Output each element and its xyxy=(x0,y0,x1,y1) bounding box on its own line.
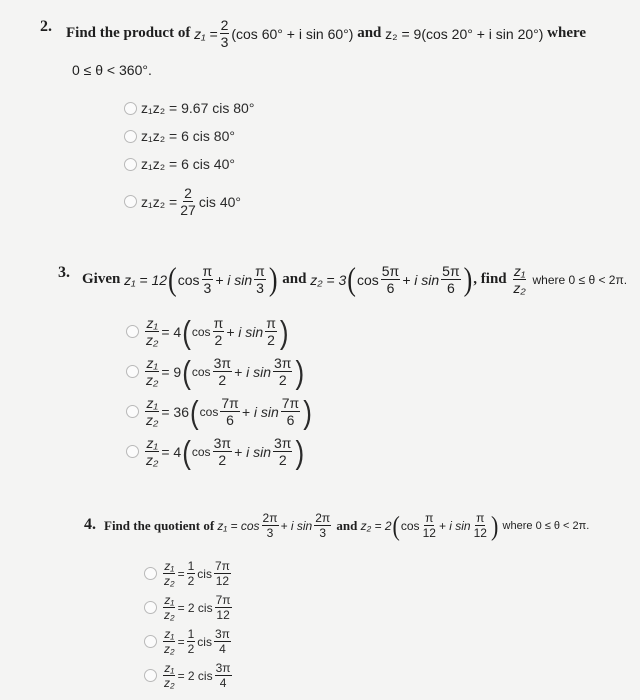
option-b[interactable]: $\frac{\text{z₁}}{\text{z₂}}$ = 9 ( cos $\frac{3\pi}{2}$ + i sin $\frac{3\pi}{2}$ ) xyxy=(126,356,305,387)
option-d[interactable]: z₁z₂ = $\frac{2}{27}$ cis 40° xyxy=(124,186,241,217)
question-number: 4. xyxy=(84,516,96,533)
condition: 0 ≤ θ < 360°. xyxy=(72,62,152,78)
radio-button[interactable] xyxy=(124,102,137,115)
option-a[interactable]: $\frac{\text{z₁}}{\text{z₂}}$ = 4 ( cos $\frac{\pi}{2}$ + i sin $\frac{\pi}{2}$ ) xyxy=(126,316,290,347)
option-a[interactable]: z₁z₂ = 9.67 cis 80° xyxy=(124,100,254,116)
option-c[interactable]: $\frac{\text{z₁}}{\text{z₂}}$ = $\frac{1}{2}$ cis $\frac{3\pi}{4}$ xyxy=(144,628,233,655)
question-stem: Given z₁ = 12 ( cos $\frac{\pi}{3}$ + i sin $\frac{\pi}{3}$ ) and z₂ = 3 ( cos $\frac{5\pi}{6}$ + i sin $\frac{5\pi}{6}$ ) , find $\frac{\text{z₁}}{\text{z₂}}$ where 0 ≤ θ < 2π. xyxy=(82,260,628,297)
option-b[interactable]: z₁z₂ = 6 cis 80° xyxy=(124,128,235,144)
radio-button[interactable] xyxy=(144,601,157,614)
radio-button[interactable] xyxy=(124,158,137,171)
option-d[interactable]: $\frac{\text{z₁}}{\text{z₂}}$ = 2 cis $\frac{3\pi}{4}$ xyxy=(144,662,234,689)
radio-button[interactable] xyxy=(124,130,137,143)
radio-button[interactable] xyxy=(126,325,139,338)
option-d[interactable]: $\frac{\text{z₁}}{\text{z₂}}$ = 4 ( cos $\frac{3\pi}{2}$ + i sin $\frac{3\pi}{2}$ ) xyxy=(126,436,305,467)
radio-button[interactable] xyxy=(126,445,139,458)
question-number: 2. xyxy=(40,18,52,35)
question-stem: Find the quotient of z₁ = cos $\frac{2\pi}{3}$ + i sin $\frac{2\pi}{3}$ and z₂ = 2 ( cos $\frac{\pi}{12}$ + i sin $\frac{\pi}{12}$ ) where 0 ≤ θ < 2π. xyxy=(104,509,590,541)
radio-button[interactable] xyxy=(144,669,157,682)
radio-button[interactable] xyxy=(144,635,157,648)
option-a[interactable]: $\frac{\text{z₁}}{\text{z₂}}$ = $\frac{1}{2}$ cis $\frac{7\pi}{12}$ xyxy=(144,560,233,587)
option-b[interactable]: $\frac{\text{z₁}}{\text{z₂}}$ = 2 cis $\frac{7\pi}{12}$ xyxy=(144,594,234,621)
radio-button[interactable] xyxy=(124,195,137,208)
option-c[interactable]: z₁z₂ = 6 cis 40° xyxy=(124,156,235,172)
radio-button[interactable] xyxy=(126,365,139,378)
question-stem: Find the product of z₁ = $\frac{2}{3}$ (cos 60° + i sin 60°) and z₂ = 9(cos 20° + i sin 20°) where xyxy=(66,17,587,50)
radio-button[interactable] xyxy=(126,405,139,418)
question-number: 3. xyxy=(58,264,70,281)
option-c[interactable]: $\frac{\text{z₁}}{\text{z₂}}$ = 36 ( cos $\frac{7\pi}{6}$ + i sin $\frac{7\pi}{6}$ ) xyxy=(126,396,313,427)
radio-button[interactable] xyxy=(144,567,157,580)
